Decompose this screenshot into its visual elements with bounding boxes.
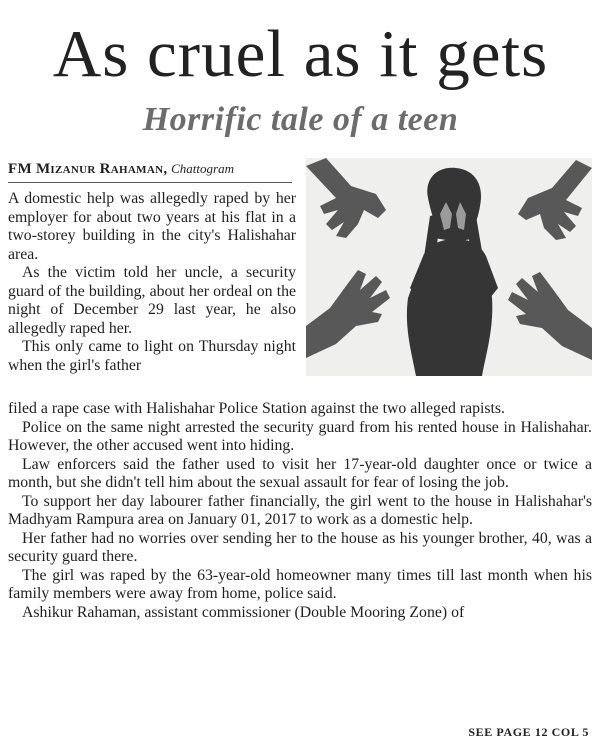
paragraph: To support her day labourer father financially, the girl went to the house in Halishahar's Madhyam Rampura area on January 01, 2017 to work as a domestic help. — [8, 492, 592, 528]
paragraph: Law enforcers said the father used to visit her 17-year-old daughter once or twice a month, but she didn't tell him about the sexual assault for fear of losing the job. — [8, 455, 592, 491]
byline-author: FM Mizanur Rahaman, — [8, 161, 168, 177]
subheadline: Horrific tale of a teen — [142, 101, 459, 138]
headline: As cruel as it gets — [52, 17, 549, 91]
paragraph: Ashikur Rahaman, assistant commissioner (Double Mooring Zone) of — [22, 603, 465, 621]
hand-bottom-left — [306, 270, 390, 358]
continued-on-page-link[interactable]: SEE PAGE 12 COL 5 — [468, 725, 589, 739]
article-illustration — [306, 158, 592, 376]
paragraph: As the victim told her uncle, a security guard of the building, about her ordeal on the night of December 29 last year, he also allegedly raped her. — [8, 264, 296, 337]
hand-top-right — [518, 160, 592, 240]
woman-silhouette — [407, 168, 498, 376]
hand-top-left — [306, 158, 386, 238]
paragraph: A domestic help was allegedly raped by her employer for about two years at his flat in a two-storey building in the city's Halishahar area. — [8, 190, 296, 263]
paragraph: This only came to light on Thursday night when the girl's father — [8, 338, 296, 374]
article-column — [8, 190, 296, 375]
article-body — [8, 400, 592, 622]
paragraph: The girl was raped by the 63-year-old homeowner many times till last month when his family members were away from home, police said. — [8, 566, 592, 602]
paragraph: filed a rape case with Halishahar Police Station against the two alleged rapists. — [8, 400, 506, 417]
paragraph: Her father had no worries over sending her to the house as his younger brother, 40, was a security guard there. — [8, 529, 592, 565]
hands-around-woman-illustration — [306, 158, 592, 376]
byline — [8, 158, 292, 183]
hand-bottom-right — [508, 272, 592, 360]
paragraph: Police on the same night arrested the security guard from his rented house in Halishahar. However, the other accused went into hiding. — [8, 418, 592, 454]
byline-place: Chattogram — [171, 161, 234, 176]
